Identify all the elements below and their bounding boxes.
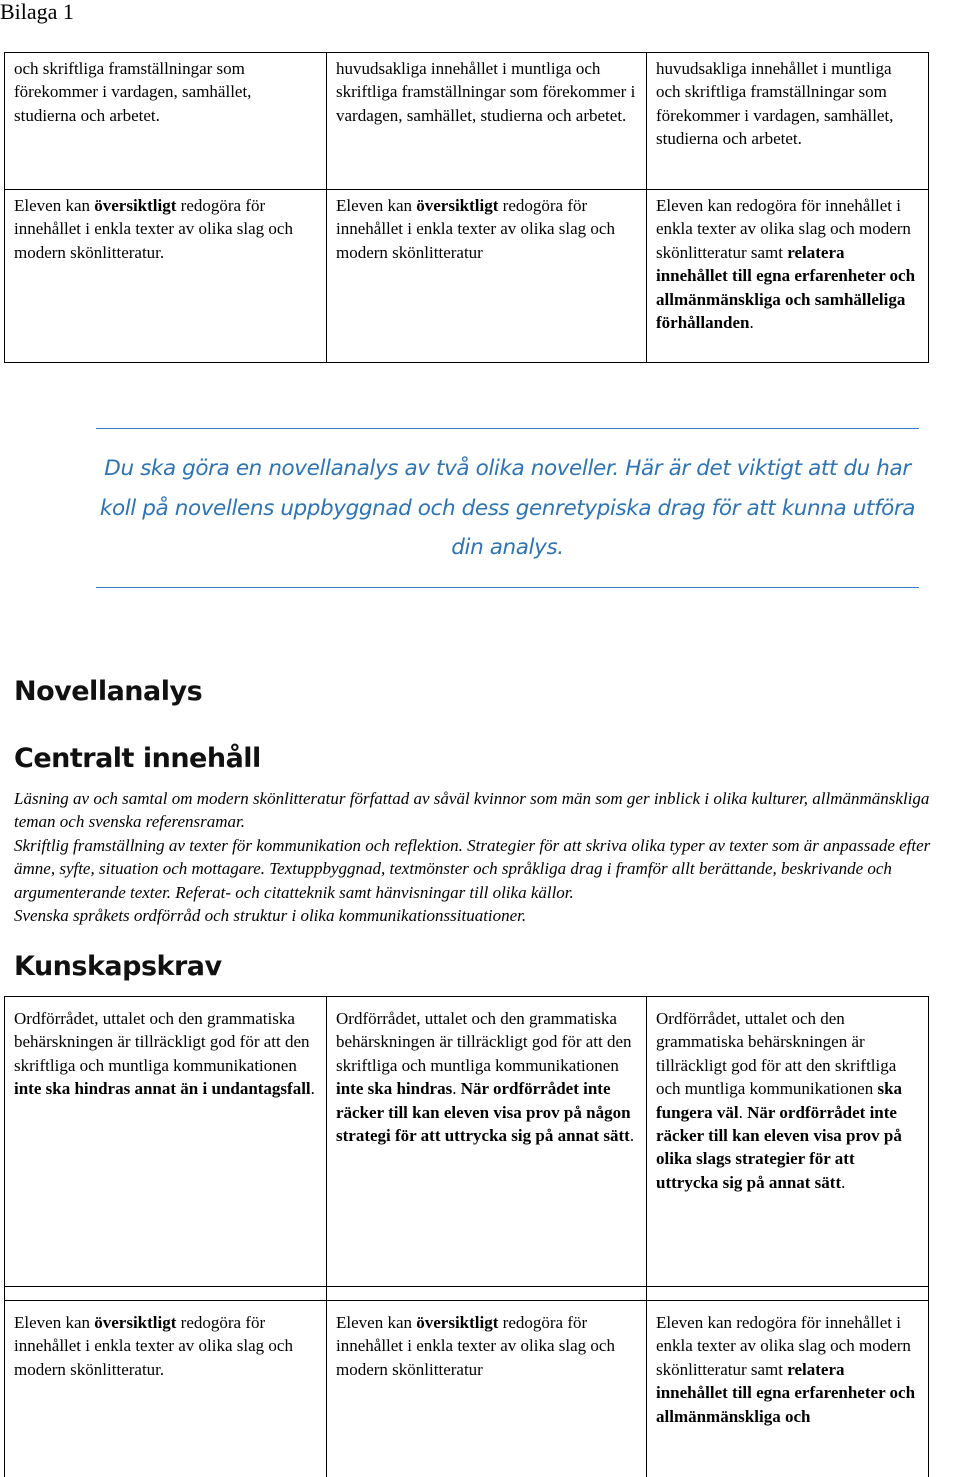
grade-cell: [647, 997, 929, 1287]
central-content-paragraph: Skriftlig framställning av texter för kommunikation och reflektion. Strategier för att skriva olika typer av texter som är anpassade efter ämne, syfte, situation och mottagare. Textuppbyggnad, textmönster och språkliga drag i framför allt berättande, beskrivande och argumenterande texter. Referat- och citatteknik samt hänvisningar till olika källor.: [14, 834, 958, 904]
table-row: [5, 1301, 929, 1477]
grade-cell: [327, 1301, 647, 1477]
cell-text: redogöra för innehållet i enkla texter av olika slag och modern skönlitteratur: [336, 1313, 615, 1379]
grade-cell: [327, 1287, 647, 1301]
cell-text: Eleven kan: [336, 1313, 416, 1332]
grade-cell: [5, 1301, 327, 1477]
grading-table-top: [4, 52, 929, 363]
emphasized-text: ska fungera väl: [656, 1079, 902, 1121]
emphasized-text: översiktligt: [94, 196, 176, 215]
grade-cell: [5, 997, 327, 1287]
cell-text: och skriftliga framställningar som förekommer i vardagen, samhället, studierna och arbetet.: [14, 59, 251, 125]
table-row: [5, 53, 929, 190]
cell-text: Eleven kan: [336, 196, 416, 215]
cell-text: Eleven kan redogöra för innehållet i enkla texter av olika slag och modern skönlitteratur samt: [656, 1313, 911, 1379]
emphasized-text: översiktligt: [416, 1313, 498, 1332]
cell-text: Eleven kan: [14, 196, 94, 215]
section-heading-central: Centralt innehåll: [14, 743, 261, 774]
emphasized-text: inte ska hindras: [336, 1079, 452, 1098]
emphasized-text: översiktligt: [94, 1313, 176, 1332]
emphasized-text: relatera innehållet till egna erfarenheter och allmänmänskliga och: [656, 1360, 915, 1426]
cell-text: huvudsakliga innehållet i muntliga och skriftliga framställningar som förekommer i vardagen, samhället, studierna och arbetet.: [656, 59, 893, 148]
grade-cell: [327, 190, 647, 363]
emphasized-text: översiktligt: [416, 196, 498, 215]
central-content-paragraph: Svenska språkets ordförråd och struktur i olika kommunikationssituationer.: [14, 904, 958, 927]
emphasized-text: När ordförrådet inte räcker till kan eleven visa prov på någon strategi för att uttrycka sig på annat sätt: [336, 1079, 631, 1145]
cell-text: redogöra för innehållet i enkla texter av olika slag och modern skönlitteratur: [336, 196, 615, 262]
table-row: [5, 190, 929, 363]
page-header: Bilaga 1: [0, 0, 74, 24]
cell-text: redogöra för innehållet i enkla texter av olika slag och modern skönlitteratur.: [14, 196, 293, 262]
emphasized-text: inte ska hindras annat än i undantagsfall: [14, 1079, 311, 1098]
grade-cell: [5, 1287, 327, 1301]
cell-text: Ordförrådet, uttalet och den grammatiska behärskningen är tillräckligt god för att den skriftliga och muntliga kommunikationen: [14, 1009, 310, 1075]
grade-cell: [647, 53, 929, 190]
grade-cell: [327, 997, 647, 1287]
grade-cell: [647, 190, 929, 363]
cell-text: .: [750, 313, 754, 332]
central-content-paragraph: Läsning av och samtal om modern skönlitteratur författad av såväl kvinnor som män som ger inblick i olika kulturer, allmänmänskliga teman och svenska referensramar.: [14, 787, 958, 834]
cell-text: .: [311, 1079, 315, 1098]
grade-cell: [647, 1287, 929, 1301]
grade-cell: [327, 53, 647, 190]
table-row: [5, 1287, 929, 1301]
cell-text: huvudsakliga innehållet i muntliga och skriftliga framställningar som förekommer i vardagen, samhället, studierna och arbetet.: [336, 59, 635, 125]
section-heading-kunskapskrav: Kunskapskrav: [14, 951, 222, 982]
cell-text: .: [739, 1103, 748, 1122]
grading-table-bottom: [4, 996, 929, 1477]
cell-text: .: [630, 1126, 634, 1145]
grade-cell: [5, 53, 327, 190]
cell-text: Ordförrådet, uttalet och den grammatiska behärskningen är tillräckligt god för att den skriftliga och muntliga kommunikationen: [656, 1009, 896, 1098]
central-content-text: [14, 787, 958, 927]
cell-text: Ordförrådet, uttalet och den grammatiska behärskningen är tillräckligt god för att den skriftliga och muntliga kommunikationen: [336, 1009, 632, 1075]
grade-cell: [647, 1301, 929, 1477]
grade-cell: [5, 190, 327, 363]
cell-text: Eleven kan: [14, 1313, 94, 1332]
cell-text: .: [452, 1079, 461, 1098]
emphasized-text: relatera innehållet till egna erfarenheter och allmänmänskliga och samhälleliga förhållanden: [656, 243, 915, 332]
cell-text: Eleven kan redogöra för innehållet i enkla texter av olika slag och modern skönlitteratur samt: [656, 196, 911, 262]
assignment-callout: Du ska göra en novellanalys av två olika noveller. Här är det viktigt att du har koll på novellens uppbyggnad och dess genretypiska drag för att kunna utföra din analys.: [96, 428, 919, 588]
table-row: [5, 997, 929, 1287]
emphasized-text: När ordförrådet inte räcker till kan eleven visa prov på olika slags strategier för att uttrycka sig på annat sätt: [656, 1103, 902, 1192]
cell-text: redogöra för innehållet i enkla texter av olika slag och modern skönlitteratur.: [14, 1313, 293, 1379]
page-title: Novellanalys: [14, 676, 202, 707]
cell-text: .: [841, 1173, 845, 1192]
